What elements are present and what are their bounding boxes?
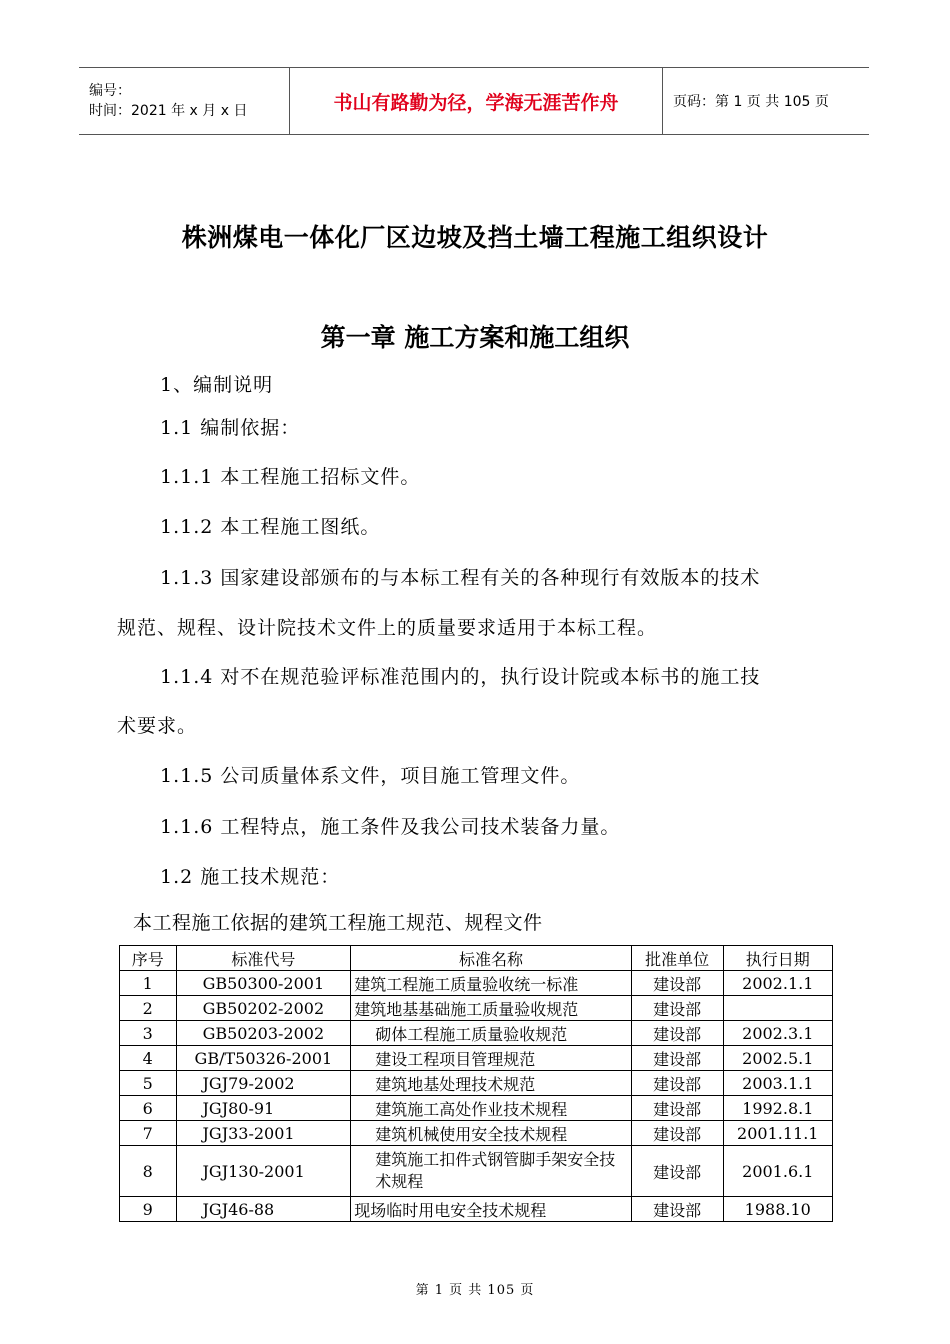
page-header bbox=[79, 67, 869, 135]
cell-no: 7 bbox=[120, 1121, 177, 1146]
cell-name: 建筑地基基础施工质量验收规范 bbox=[351, 996, 631, 1021]
paragraph: 1.1.1 本工程施工招标文件。 bbox=[160, 466, 421, 488]
cell-org: 建设部 bbox=[631, 971, 723, 996]
cell-org: 建设部 bbox=[631, 1046, 723, 1071]
table-row bbox=[120, 971, 833, 996]
paragraph: 1.1.6 工程特点，施工条件及我公司技术装备力量。 bbox=[160, 816, 621, 838]
cell-org: 建设部 bbox=[631, 996, 723, 1021]
paragraph: 规范、规程、设计院技术文件上的质量要求适用于本标工程。 bbox=[117, 617, 658, 639]
header-cell: 执行日期 bbox=[723, 946, 832, 971]
header-cell: 标准代号 bbox=[176, 946, 351, 971]
cell-date bbox=[723, 996, 832, 1021]
cell-no: 1 bbox=[120, 971, 177, 996]
table-row bbox=[120, 1021, 833, 1046]
table-row bbox=[120, 1046, 833, 1071]
header-cell: 批准单位 bbox=[631, 946, 723, 971]
cell-name: 建设工程项目管理规范 bbox=[351, 1046, 631, 1071]
cell-code: JGJ79-2002 bbox=[176, 1071, 351, 1096]
table-row bbox=[120, 1071, 833, 1096]
paragraph: 术要求。 bbox=[117, 715, 198, 737]
header-motto: 书山有路勤为径，学海无涯苦作舟 bbox=[290, 68, 663, 135]
cell-date: 1988.10 bbox=[723, 1197, 832, 1222]
cell-org: 建设部 bbox=[631, 1096, 723, 1121]
header-cell: 标准名称 bbox=[351, 946, 631, 971]
paragraph: 1.1.4 对不在规范验评标准范围内的，执行设计院或本标书的施工技 bbox=[160, 666, 761, 688]
table-caption: 本工程施工依据的建筑工程施工规范、规程文件 bbox=[133, 912, 543, 934]
cell-name: 建筑地基处理技术规范 bbox=[351, 1071, 631, 1096]
cell-no: 6 bbox=[120, 1096, 177, 1121]
paragraph: 1.1.3 国家建设部颁布的与本标工程有关的各种现行有效版本的技术 bbox=[160, 567, 761, 589]
cell-org: 建设部 bbox=[631, 1197, 723, 1222]
chapter-title: 第一章 施工方案和施工组织 bbox=[320, 323, 630, 352]
cell-code: JGJ130-2001 bbox=[176, 1146, 351, 1197]
cell-name: 建筑施工高处作业技术规程 bbox=[351, 1096, 631, 1121]
cell-org: 建设部 bbox=[631, 1146, 723, 1197]
table-row bbox=[120, 1197, 833, 1222]
document-date: 时间：2021 年 x 月 x 日 bbox=[89, 103, 248, 119]
cell-name: 现场临时用电安全技术规程 bbox=[351, 1197, 631, 1222]
paragraph: 1、编制说明 bbox=[160, 374, 274, 396]
table-row bbox=[120, 1096, 833, 1121]
cell-org: 建设部 bbox=[631, 1121, 723, 1146]
paragraph: 1.2 施工技术规范： bbox=[160, 866, 341, 888]
cell-name: 建筑工程施工质量验收统一标准 bbox=[351, 971, 631, 996]
cell-code: GB50300-2001 bbox=[176, 971, 351, 996]
cell-name: 砌体工程施工质量验收规范 bbox=[351, 1021, 631, 1046]
cell-name: 建筑机械使用安全技术规程 bbox=[351, 1121, 631, 1146]
cell-date: 2003.1.1 bbox=[723, 1071, 832, 1096]
cell-date: 2001.11.1 bbox=[723, 1121, 832, 1146]
cell-no: 2 bbox=[120, 996, 177, 1021]
paragraph: 1.1.5 公司质量体系文件，项目施工管理文件。 bbox=[160, 765, 581, 787]
table-header-row bbox=[120, 946, 833, 971]
cell-no: 9 bbox=[120, 1197, 177, 1222]
cell-date: 1992.8.1 bbox=[723, 1096, 832, 1121]
table-row bbox=[120, 996, 833, 1021]
cell-no: 3 bbox=[120, 1021, 177, 1046]
cell-no: 8 bbox=[120, 1146, 177, 1197]
standards-table bbox=[119, 945, 833, 1222]
page-footer: 第 1 页 共 105 页 bbox=[415, 1283, 535, 1298]
table-row bbox=[120, 1146, 833, 1197]
cell-code: GB50203-2002 bbox=[176, 1021, 351, 1046]
paragraph: 1.1 编制依据： bbox=[160, 417, 301, 439]
cell-date: 2002.1.1 bbox=[723, 971, 832, 996]
cell-org: 建设部 bbox=[631, 1071, 723, 1096]
document-number-label: 编号： bbox=[89, 83, 131, 99]
cell-name: 建筑施工扣件式钢管脚手架安全技术规程 bbox=[351, 1146, 631, 1197]
cell-code: GB/T50326-2001 bbox=[176, 1046, 351, 1071]
table-row bbox=[120, 1121, 833, 1146]
cell-org: 建设部 bbox=[631, 1021, 723, 1046]
header-page-info: 页码：第 1 页 共 105 页 bbox=[663, 68, 870, 135]
cell-code: GB50202-2002 bbox=[176, 996, 351, 1021]
cell-code: JGJ33-2001 bbox=[176, 1121, 351, 1146]
cell-no: 4 bbox=[120, 1046, 177, 1071]
header-meta bbox=[79, 68, 290, 135]
paragraph: 1.1.2 本工程施工图纸。 bbox=[160, 516, 381, 538]
cell-code: JGJ46-88 bbox=[176, 1197, 351, 1222]
cell-no: 5 bbox=[120, 1071, 177, 1096]
header-cell: 序号 bbox=[120, 946, 177, 971]
cell-date: 2001.6.1 bbox=[723, 1146, 832, 1197]
document-title: 株洲煤电一体化厂区边坡及挡土墙工程施工组织设计 bbox=[181, 223, 769, 252]
cell-date: 2002.5.1 bbox=[723, 1046, 832, 1071]
cell-date: 2002.3.1 bbox=[723, 1021, 832, 1046]
cell-code: JGJ80-91 bbox=[176, 1096, 351, 1121]
